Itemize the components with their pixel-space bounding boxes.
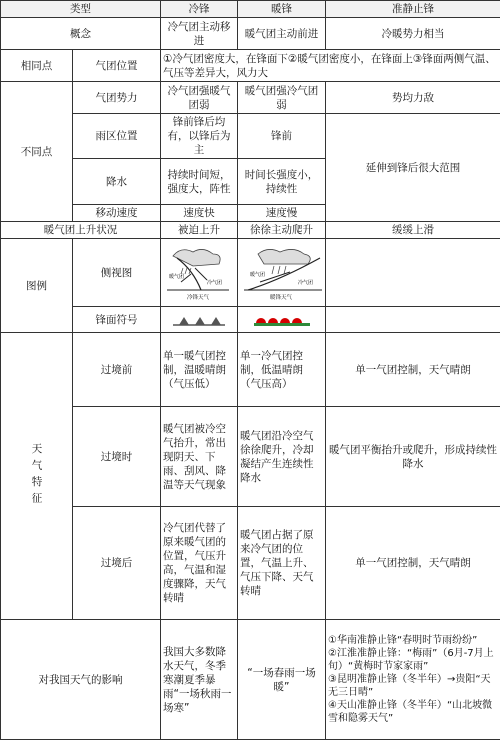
concept-row <box>1 18 500 50</box>
weather-after-stationary: 单一气团控制，天气晴朗 <box>326 507 500 620</box>
rise-stationary: 缓缓上滑 <box>326 222 500 239</box>
weather-row-before <box>1 333 500 407</box>
warm-front-symbol <box>252 312 312 328</box>
weather-after-label: 过境后 <box>73 507 161 620</box>
cold-front-symbol <box>169 313 229 327</box>
diff-rain-area-cold: 锋前锋后均有，以锋后为主 <box>161 114 238 159</box>
impact-cold: 我国大多数降水天气，冬季寒潮夏季暴雨“一场秋雨一场寒” <box>161 620 238 740</box>
diff-rain-area-label: 雨区位置 <box>73 114 161 159</box>
impact-stationary-item: ②江淮准静止锋：“梅雨”（6月-7月上旬）“黄梅时节家家雨” <box>328 648 494 672</box>
concept-cold: 冷气团主动移进 <box>161 18 238 50</box>
header-cold-front: 冷锋 <box>161 1 238 18</box>
header-type: 类型 <box>1 1 161 18</box>
diff-precip-label: 降水 <box>73 159 161 205</box>
header-stationary-front: 准静止锋 <box>326 1 500 18</box>
rise-label: 暖气团上升状况 <box>1 222 161 239</box>
weather-before-label: 过境前 <box>73 333 161 407</box>
weather-during-stationary: 暖气团平衡抬升或爬升，形成持续性降水 <box>326 407 500 507</box>
weather-label: 天气特征 <box>30 443 43 509</box>
cold-front-symbol-cell <box>161 307 238 333</box>
warm-diagram-caption: 暖锋天气 <box>270 294 293 301</box>
diff-precip-warm: 时间长强度小，持续性 <box>238 159 326 205</box>
symbol-label: 锋面符号 <box>73 307 161 333</box>
rise-cold: 被迫上升 <box>161 222 238 239</box>
diff-row-force <box>1 82 500 114</box>
same-label: 相同点 <box>1 50 73 82</box>
diff-rain-area-warm: 锋前 <box>238 114 326 159</box>
diff-row-rain-area <box>1 114 500 159</box>
diff-force-stationary: 势均力敌 <box>326 82 500 114</box>
impact-stationary-item: ④天山准静止锋（冬半年）“山北坡微雪和隐雾天气” <box>328 700 493 724</box>
cold-diagram-caption: 冷锋天气 <box>187 294 210 301</box>
same-row <box>1 50 500 82</box>
same-sub-label: 气团位置 <box>73 50 161 82</box>
header-row <box>1 1 500 18</box>
concept-warm: 暖气团主动前进 <box>238 18 326 50</box>
weather-during-cold: 暖气团被冷空气抬升，常出现阴天、下雨、刮风、降温等天气现象 <box>161 407 238 507</box>
concept-label: 概念 <box>1 18 161 50</box>
impact-stationary-item: ①华南准静止锋“春明时节雨纷纷” <box>328 635 478 646</box>
weather-label-cell <box>1 333 73 620</box>
impact-label: 对我国天气的影响 <box>1 620 161 740</box>
cold-front-side-view <box>161 239 238 307</box>
impact-stationary-item: ③昆明准静止锋（冬半年）→贵阳“天无三日晴” <box>328 674 491 698</box>
stationary-front-side-view <box>326 239 500 307</box>
diff-speed-cold: 速度快 <box>161 205 238 222</box>
weather-during-warm: 暖气团沿冷空气徐徐爬升，冷却凝结产生连续性降水 <box>238 407 326 507</box>
rise-row <box>1 222 500 239</box>
rise-warm: 徐徐主动爬升 <box>238 222 326 239</box>
weather-row-after <box>1 507 500 620</box>
cold-diagram-warm-air-label: 暖气团 <box>169 273 185 280</box>
warm-diagram-cold-air-label: 冷气团 <box>298 279 314 286</box>
diff-speed-label: 移动速度 <box>73 205 161 222</box>
warm-front-symbol-cell <box>238 307 326 333</box>
weather-row-during <box>1 407 500 507</box>
warm-front-side-view <box>238 239 326 307</box>
concept-stationary: 冷暖势力相当 <box>326 18 500 50</box>
stationary-front-symbol-cell <box>326 307 500 333</box>
warm-front-diagram <box>240 244 324 302</box>
warm-diagram-warm-air-label: 暖气团 <box>250 271 266 278</box>
impact-stationary <box>326 620 500 740</box>
weather-before-cold: 单一暖气团控制，温暖晴朗（气压低） <box>161 333 238 407</box>
cold-front-diagram <box>163 244 235 302</box>
diff-label: 不同点 <box>1 82 73 222</box>
weather-before-warm: 单一冷气团控制，低温晴朗（气压高） <box>238 333 326 407</box>
weather-after-cold: 冷气团代替了原来暖气团的位置，气压升高，气温和湿度骤降，天气转晴 <box>161 507 238 620</box>
weather-before-stationary: 单一气团控制，天气晴朗 <box>326 333 500 407</box>
weather-during-label: 过境时 <box>73 407 161 507</box>
side-view-row <box>1 239 500 307</box>
same-text: ①冷气团密度大，在锋面下②暖气团密度小，在锋面上③锋面两侧气温、气压等差异大，风力大 <box>161 50 500 82</box>
symbol-row <box>1 307 500 333</box>
weather-after-warm: 暖气团占据了原来冷气团的位置，气温上升、气压下降、天气转晴 <box>238 507 326 620</box>
diagram-label: 图例 <box>1 239 73 333</box>
diff-force-cold: 冷气团强暖气团弱 <box>161 82 238 114</box>
diff-precip-cold: 持续时间短，强度大，阵性 <box>161 159 238 205</box>
diff-force-warm: 暖气团强冷气团弱 <box>238 82 326 114</box>
header-warm-front: 暖锋 <box>238 1 326 18</box>
cold-diagram-cold-air-label: 冷气团 <box>207 279 223 286</box>
diff-speed-warm: 速度慢 <box>238 205 326 222</box>
diff-force-label: 气团势力 <box>73 82 161 114</box>
diff-rain-area-stationary: 延伸到锋后很大范围 <box>326 114 500 222</box>
impact-row <box>1 620 500 740</box>
impact-warm: “一场春雨一场暖” <box>238 620 326 740</box>
side-view-label: 侧视图 <box>73 239 161 307</box>
